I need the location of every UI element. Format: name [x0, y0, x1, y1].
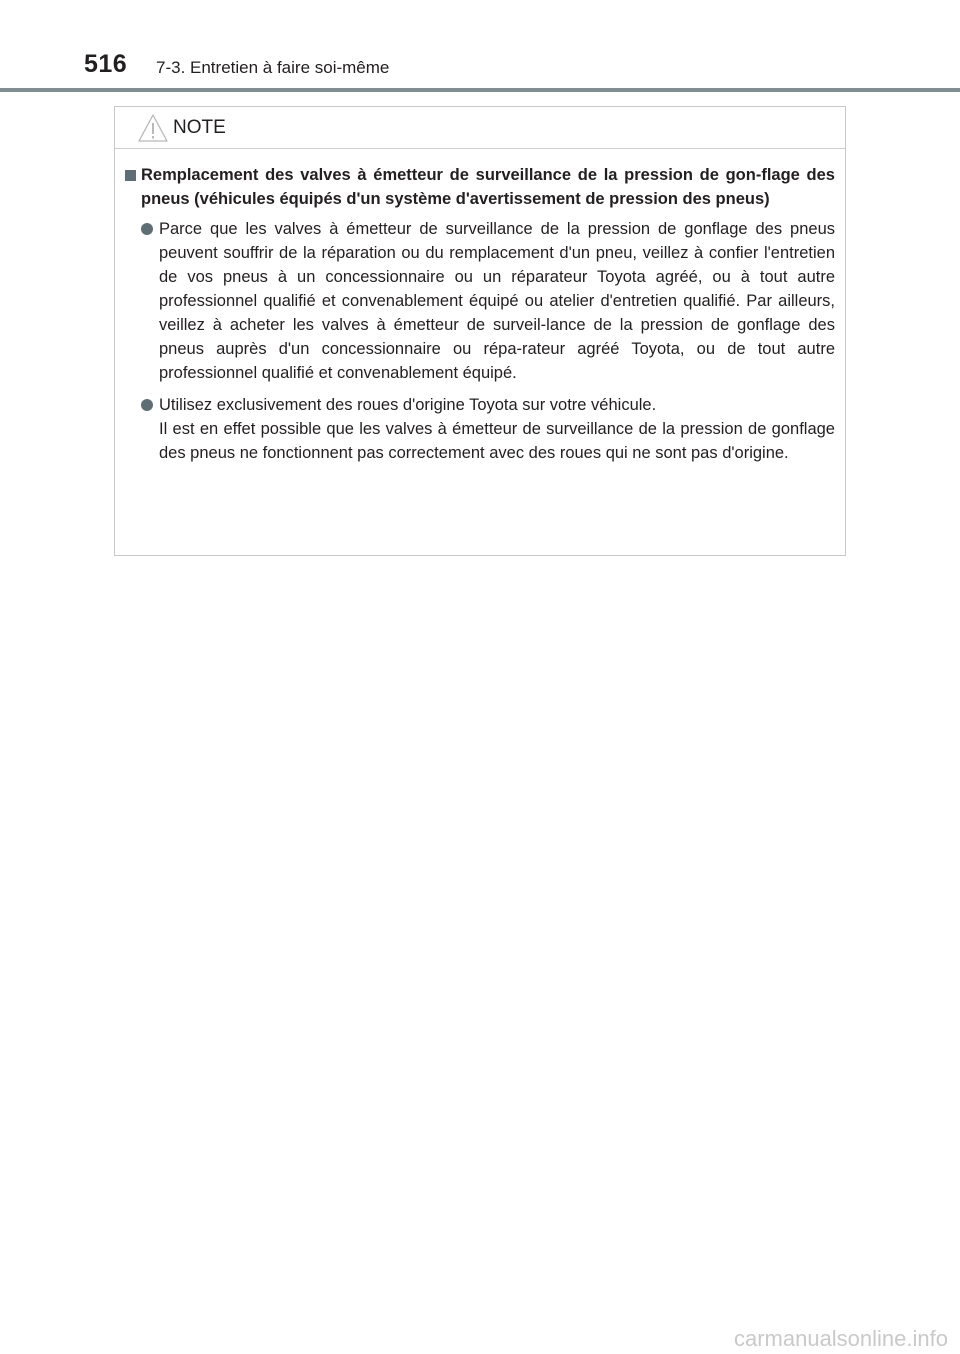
warning-icon — [137, 113, 169, 143]
section-title: 7-3. Entretien à faire soi-même — [156, 58, 390, 77]
page-header — [0, 0, 960, 90]
page-number: 516 — [84, 50, 128, 78]
header-rule — [0, 88, 960, 92]
list-item — [159, 393, 835, 465]
note-divider — [115, 148, 845, 149]
list-item-text-line2: Il est en effet possible que les valves à émetteur de surveillance de la pression de gonflage des pneus ne fonctionnent pas correctement avec des roues qui ne sont pas d'origine. — [159, 420, 835, 462]
note-header — [115, 107, 845, 149]
list-item-text: Parce que les valves à émetteur de surveillance de la pression de gonflage des pneus peuvent souffrir de la réparation ou du remplacement d'un pneu, veillez à confier l'entretien de vos pneus à un concessionnaire ou un réparateur Toyota agréé, ou à tout autre professionnel qualifié et convenablement équipé ou atelier d'entretien qualifié. Par ailleurs, veillez à acheter les valves à émetteur de surveil-lance de la pression de gonflage des pneus auprès d'un concessionnaire ou répa-rateur agréé Toyota, ou de tout autre professionnel qualifié et convenablement équipé. — [159, 220, 835, 382]
note-label: NOTE — [173, 117, 226, 138]
watermark: carmanualsonline.info — [733, 1326, 948, 1351]
note-heading-text: Remplacement des valves à émetteur de surveillance de la pression de gon-flage des pneus (véhicules équipés d'un système d'avertissement de pression des pneus) — [141, 166, 835, 208]
square-bullet-icon — [125, 170, 136, 181]
note-content — [115, 163, 845, 465]
list-item — [159, 217, 835, 385]
list-item-text-line1: Utilisez exclusivement des roues d'origine Toyota sur votre véhicule. — [159, 396, 657, 414]
note-heading — [141, 163, 835, 211]
round-bullet-icon — [141, 223, 153, 235]
round-bullet-icon — [141, 399, 153, 411]
note-box — [114, 106, 846, 556]
